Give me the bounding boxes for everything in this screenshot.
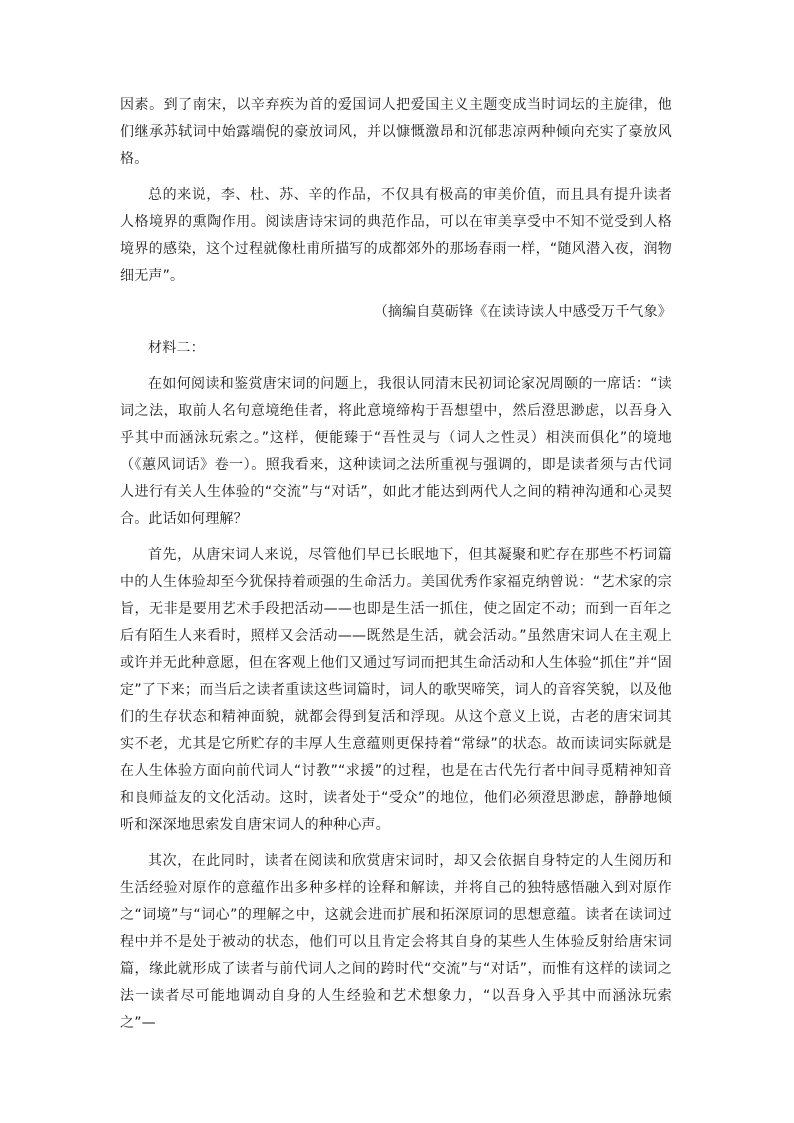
section-heading-material-2: 材料二：: [148, 340, 205, 356]
paragraph-3: 在如何阅读和鉴赏唐宋词的问题上，我很认同清末民初词论家况周颐的一席话：“读词之法，取前人名句意境绝佳者，将此意境缔构于吾想望中，然后澄思渺虑，以吾身入乎其中而涵泳玩索之。”这样，便能臻于“吾性灵与（词人之性灵）相浃而俱化”的境地（《蕙风词话》卷一）。照我看来，这种读词之法所重视与强调的，即是读者须与古代词人进行有关人生体验的“交流”与“对话”，如此才能达到两代人之间的精神沟通和心灵契合。此话如何理解？: [120, 376, 672, 527]
document-page: [120, 92, 672, 1037]
source-citation: （摘编自莫砺锋《在读诗读人中感受万千气象》: [373, 304, 672, 320]
paragraph-1: 因素。到了南宋，以辛弃疾为首的爱国词人把爱国主义主题变成当时词坛的主旋律，他们继承苏轼词中始露端倪的豪放词风，并以慷慨激昂和沉郁悲凉两种倾向充实了豪放风格。: [120, 97, 672, 167]
paragraph-4: 首先，从唐宋词人来说，尽管他们早已长眠地下，但其凝聚和贮存在那些不朽词篇中的人生体验却至今犹保持着顽强的生命活力。美国优秀作家福克纳曾说：“艺术家的宗旨，无非是要用艺术手段把活动——也即是生活一抓住，使之固定不动；而到一百年之后有陌生人来看时，照样又会活动——既然是生活，就会活动。”虽然唐宋词人在主观上或许并无此种意愿，但在客观上他们又通过写词而把其生命活动和人生体验“抓住”并“固定”了下来；而当后之读者重读这些词篇时，词人的歌哭啼笑，词人的音容笑貌，以及他们的生存状态和精神面貌，就都会得到复活和浮现。从这个意义上说，古老的唐宋词其实不老，尤其是它所贮存的丰厚人生意蕴则更保持着“常绿”的状态。故而读词实际就是在人生体验方面向前代词人“讨教”“求援”的过程，也是在古代先行者中间寻觅精神知音和良师益友的文化活动。这时，读者处于“受众”的地位，他们必须澄思渺虑，静静地倾听和深深地思索发自唐宋词人的种种心声。: [120, 547, 672, 833]
paragraph-2: 总的来说，李、杜、苏、辛的作品，不仅具有极高的审美价值，而且具有提升读者人格境界的熏陶作用。阅读唐诗宋词的典范作品，可以在审美享受中不知不觉受到人格境界的感染，这个过程就像杜甫所描写的成都郊外的那场春雨一样，“随风潜入夜，润物细无声”。: [120, 187, 672, 284]
paragraph-5: 其次，在此同时，读者在阅读和欣赏唐宋词时，却又会依据自身特定的人生阅历和生活经验对原作的意蕴作出多种多样的诠释和解读，并将自己的独特感悟融入到对原作之“词境”与“词心”的理解之中，这就会进而扩展和拓深原词的思想意蕴。读者在读词过程中并不是处于被动的状态，他们可以且肯定会将其自身的某些人生体验反射给唐宋词篇，缘此就形成了读者与前代词人之间的跨时代“交流”与“对话”，而惟有这样的读词之法一读者尽可能地调动自身的人生经验和艺术想象力，“以吾身入乎其中而涵泳玩索之”—: [120, 853, 672, 1031]
